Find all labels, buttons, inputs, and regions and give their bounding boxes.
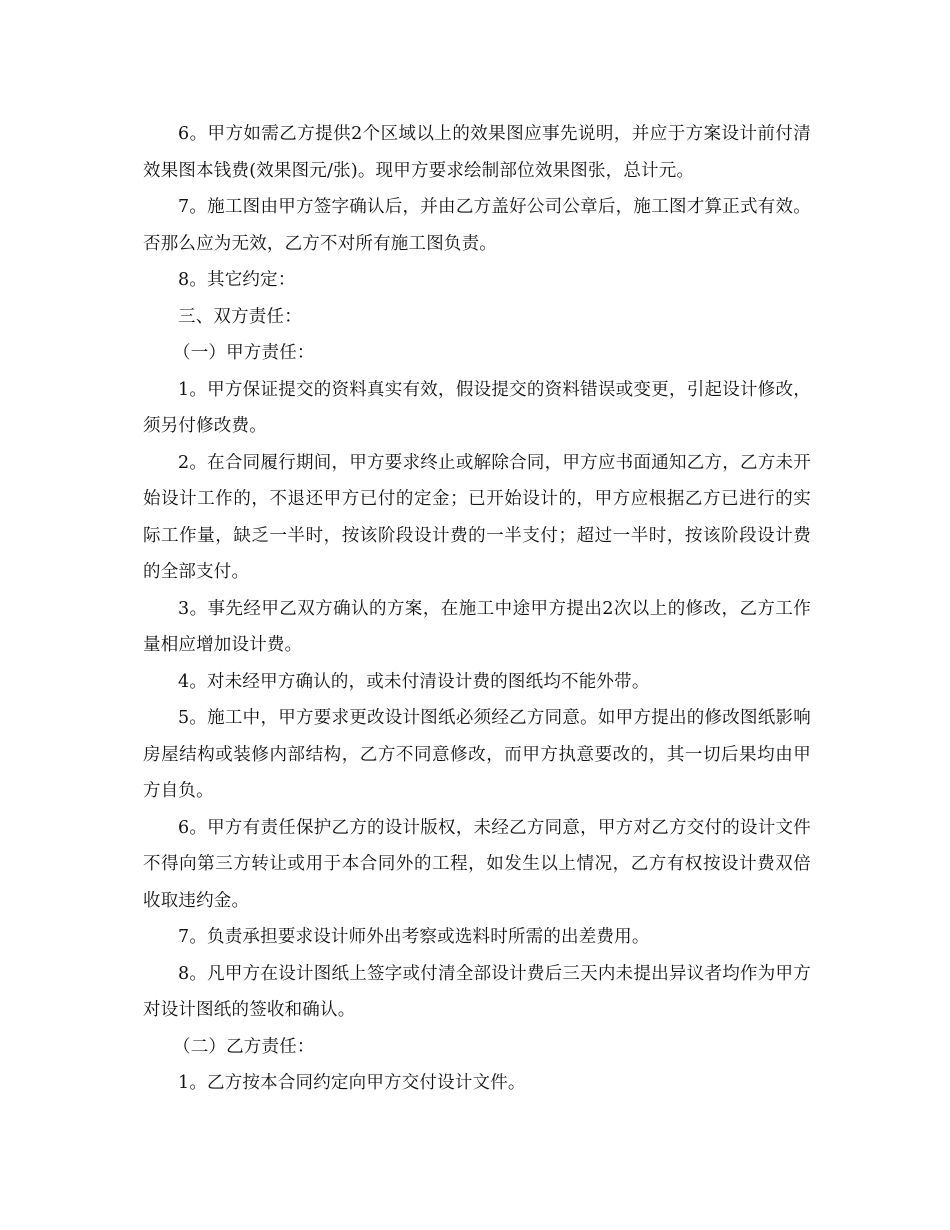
- party-a-item-4: 4。对未经甲方确认的，或未付清设计费的图纸均不能外带。: [178, 671, 650, 692]
- party-a-item-3: 3。事先经甲乙双方确认的方案，在施工中途甲方提出2次以上的修改，乙方工作量相应增加设计费。: [143, 598, 811, 655]
- party-a-item-6: 6。甲方有责任保护乙方的设计版权，未经乙方同意，甲方对乙方交付的设计文件不得向第三方转让或用于本合同外的工程，如发生以上情况，乙方有权按设计费双倍收取违约金。: [143, 817, 811, 911]
- subsection-heading-party-a: （一）甲方责任：: [173, 343, 315, 363]
- party-a-item-2: 2。在合同履行期间，甲方要求终止或解除合同，甲方应书面通知乙方，乙方未开始设计工作的，不退还甲方已付的定金；已开始设计的，甲方应根据乙方已进行的实际工作量，缺乏一半时，按该阶段设计费的一半支付；超过一半时，按该阶段设计费的全部支付。: [143, 452, 811, 582]
- document-body: [143, 116, 811, 1102]
- clause-8-other-agreements: 8。其它约定：: [178, 270, 296, 290]
- section-heading-responsibilities: 三、双方责任：: [178, 306, 302, 327]
- subsection-heading-party-b: （二）乙方责任：: [173, 1036, 315, 1057]
- party-b-item-1: 1。乙方按本合同约定向甲方交付设计文件。: [178, 1073, 526, 1093]
- party-a-item-5: 5。施工中，甲方要求更改设计图纸必须经乙方同意。如甲方提出的修改图纸影响房屋结构或装修内部结构，乙方不同意修改，而甲方执意要改的，其一切后果均由甲方自负。: [143, 708, 811, 801]
- party-a-item-8: 8。凡甲方在设计图纸上签字或付清全部设计费后三天内未提出异议者均作为甲方对设计图纸的签收和确认。: [143, 963, 811, 1020]
- party-a-item-1: 1。甲方保证提交的资料真实有效，假设提交的资料错误或变更，引起设计修改，须另付修改费。: [143, 379, 811, 436]
- clause-6-effect-drawings: 6。甲方如需乙方提供2个区域以上的效果图应事先说明，并应于方案设计前付清效果图本钱费(效果图元/张)。现甲方要求绘制部位效果图张，总计元。: [143, 124, 811, 181]
- party-a-item-7: 7。负责承担要求设计师外出考察或选料时所需的出差费用。: [178, 927, 650, 947]
- clause-7-construction-drawings: 7。施工图由甲方签字确认后，并由乙方盖好公司公章后，施工图才算正式有效。否那么应为无效，乙方不对所有施工图负责。: [143, 197, 811, 254]
